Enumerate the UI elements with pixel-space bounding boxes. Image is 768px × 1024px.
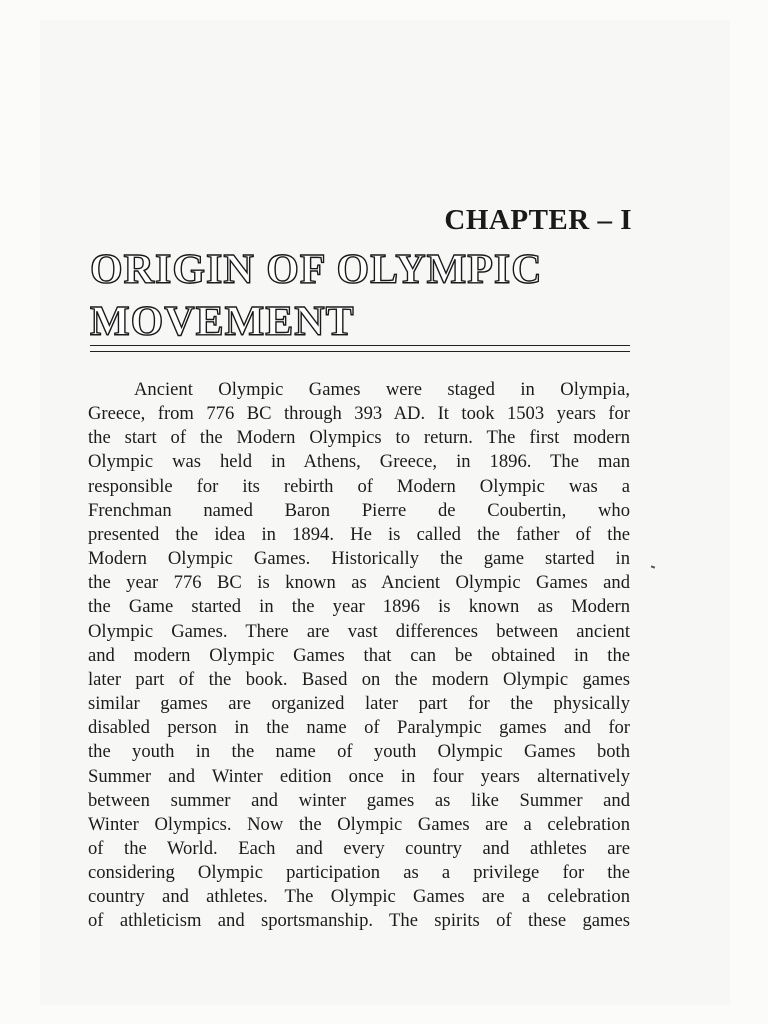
body-line: of athleticism and sportsmanship. The spirits of these games xyxy=(88,910,630,932)
body-line: Ancient Olympic Games were staged in Olympia, xyxy=(134,379,630,400)
body-line: disabled person in the name of Paralympic games and for xyxy=(88,717,630,739)
title-rule-bottom xyxy=(90,351,630,352)
body-line: country and athletes. The Olympic Games are a celebration xyxy=(88,886,630,908)
body-line: responsible for its rebirth of Modern Olympic was a xyxy=(88,475,630,497)
body-line: the start of the Modern Olympics to return. The first modern xyxy=(88,427,630,449)
chapter-label: CHAPTER – I xyxy=(444,204,632,236)
body-line: the youth in the name of youth Olympic Games both xyxy=(88,741,630,763)
chapter-title-line-1: ORIGIN OF OLYMPIC xyxy=(90,247,543,293)
body-line: Greece, from 776 BC through 393 AD. It took 1503 years for xyxy=(88,403,630,425)
body-line: the year 776 BC is known as Ancient Olympic Games and xyxy=(88,572,630,594)
body-line: similar games are organized later part for the physically xyxy=(88,693,630,715)
body-line: and modern Olympic Games that can be obtained in the xyxy=(88,644,630,666)
body-line: presented the idea in 1894. He is called the father of the xyxy=(88,523,630,545)
body-line: Frenchman named Baron Pierre de Coubertin, who xyxy=(88,499,630,521)
body-line: Olympic was held in Athens, Greece, in 1896. The man xyxy=(88,451,630,473)
body-line: considering Olympic participation as a privilege for the xyxy=(88,862,630,884)
body-line: Modern Olympic Games. Historically the game started in xyxy=(88,548,630,570)
title-rule-top xyxy=(90,345,630,346)
body-line: of the World. Each and every country and athletes are xyxy=(88,837,630,859)
chapter-title xyxy=(90,244,650,348)
body-line: Summer and Winter edition once in four years alternatively xyxy=(88,765,630,787)
body-line: between summer and winter games as like Summer and xyxy=(88,789,630,811)
body-line: the Game started in the year 1896 is known as Modern xyxy=(88,596,630,618)
body-line: Winter Olympics. Now the Olympic Games are a celebration xyxy=(88,813,630,835)
body-line: Olympic Games. There are vast differences between ancient xyxy=(88,620,630,642)
body-paragraph xyxy=(88,378,630,934)
body-line: later part of the book. Based on the modern Olympic games xyxy=(88,668,630,690)
chapter-title-line-2: MOVEMENT xyxy=(90,299,355,345)
